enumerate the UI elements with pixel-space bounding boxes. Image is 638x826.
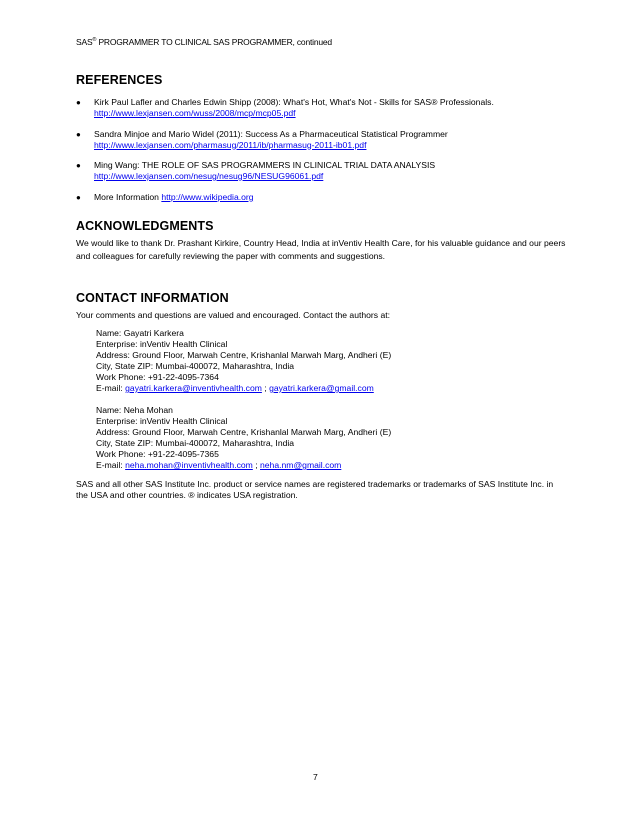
acknowledgments-heading: ACKNOWLEDGMENTS [76, 219, 214, 233]
email-link[interactable]: gayatri.karkera@inventivhealth.com [125, 383, 262, 393]
contact-heading: CONTACT INFORMATION [76, 291, 229, 305]
author-city: City, State ZIP: Mumbai-400072, Maharashtra, India [96, 361, 295, 371]
author-name: Name: Neha Mohan [96, 405, 173, 415]
references-heading: REFERENCES [76, 73, 163, 87]
trademark-notice: SAS and all other SAS Institute Inc. product or service names are registered trademarks or trademarks of SAS Institute Inc. in the USA and other countries. ® indicates USA registration. [76, 479, 554, 500]
email-link[interactable]: neha.nm@gmail.com [260, 460, 342, 470]
contact-intro: Your comments and questions are valued and encouraged. Contact the authors at: [76, 310, 391, 320]
author-contact-card [96, 328, 391, 394]
author-email-line [96, 383, 391, 394]
bullet-icon: ● [76, 161, 81, 170]
author-enterprise: Enterprise: inVentiv Health Clinical [96, 339, 228, 349]
author-contact-card [96, 405, 391, 471]
reference-text: More Information [94, 191, 162, 202]
header-prefix: SAS [76, 37, 93, 47]
references-list [76, 97, 576, 212]
reference-item [76, 129, 576, 151]
reference-text: Ming Wang: THE ROLE OF SAS PROGRAMMERS IN CLINICAL TRIAL DATA ANALYSIS [94, 160, 436, 170]
bullet-icon: ● [76, 98, 81, 107]
reference-item [76, 192, 576, 203]
email-link[interactable]: gayatri.karkera@gmail.com [269, 383, 374, 393]
page-number: 7 [313, 772, 318, 782]
author-city: City, State ZIP: Mumbai-400072, Maharashtra, India [96, 438, 295, 448]
reference-link[interactable]: http://www.lexjansen.com/wuss/2008/mcp/mcp05.pdf [94, 108, 296, 118]
author-address: Address: Ground Floor, Marwah Centre, Krishanlal Marwah Marg, Andheri (E) [96, 427, 392, 437]
bullet-icon: ● [76, 192, 81, 202]
author-name: Name: Gayatri Karkera [96, 328, 184, 338]
author-phone: Work Phone: +91-22-4095-7365 [96, 449, 219, 459]
reference-link[interactable]: http://www.lexjansen.com/pharmasug/2011/ib/pharmasug-2011-ib01.pdf [94, 139, 367, 150]
header-title: PROGRAMMER TO CLINICAL SAS PROGRAMMER, continued [96, 37, 332, 47]
running-header [76, 37, 332, 47]
email-separator: ; [252, 460, 260, 470]
reference-item [76, 97, 576, 119]
bullet-icon: ● [76, 129, 81, 139]
author-address: Address: Ground Floor, Marwah Centre, Krishanlal Marwah Marg, Andheri (E) [96, 350, 392, 360]
reference-link[interactable]: http://www.wikipedia.org [161, 191, 254, 202]
acknowledgments-text: We would like to thank Dr. Prashant Kirkire, Country Head, India at inVentiv Health Care, for his valuable guidance and our peers and colleagues for carefully reviewing the paper with comments and suggestions. [76, 238, 566, 261]
email-label: E-mail: [96, 383, 126, 393]
email-label: E-mail: [96, 460, 126, 470]
header-registered-mark: ® [92, 37, 97, 44]
reference-text: Kirk Paul Lafler and Charles Edwin Shipp (2008): What's Hot, What's Not - Skills for SAS® Professionals. [94, 97, 494, 107]
author-email-line [96, 460, 391, 471]
email-link[interactable]: neha.mohan@inventivhealth.com [125, 460, 253, 470]
reference-item [76, 160, 576, 182]
reference-text: Sandra Minjoe and Mario Widel (2011): Success As a Pharmaceutical Statistical Programmer [94, 128, 448, 139]
reference-link[interactable]: http://www.lexjansen.com/nesug/nesug96/NESUG96061.pdf [94, 171, 324, 181]
email-separator: ; [261, 383, 270, 393]
author-phone: Work Phone: +91-22-4095-7364 [96, 372, 219, 382]
author-enterprise: Enterprise: inVentiv Health Clinical [96, 416, 228, 426]
